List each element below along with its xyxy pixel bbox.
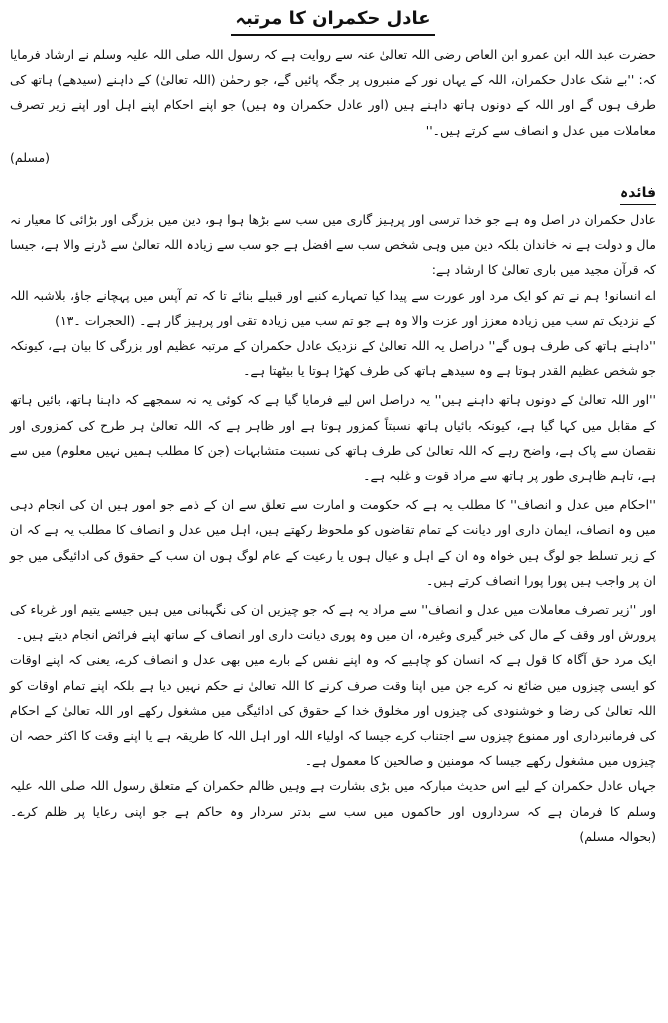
hadith-text: حضرت عبد اللہ ابن عمرو ابن العاص رضی اللہ تعالیٰ عنہ سے روایت ہے کہ رسول اللہ صلی اللہ علیہ وسلم نے ارشاد فرمایا کہ: ''بے شک عادل حکمران، اللہ کے یہاں نور کے منبروں پر جگہ پائیں گے، جو رحمٰن (اللہ تعالیٰ) کے داہنے (سیدھے) ہاتھ کی طرف ہوں گے اور اللہ کے دونوں ہاتھ داہنے ہیں (اور عادل حکمران وہ ہیں) جو اپنے احکام اپنے اہل اور اپنے زیر تصرف معاملات میں عدل و انصاف سے کرتے ہیں۔'' xyxy=(10,47,656,138)
title-container xyxy=(10,4,656,42)
hadith-reference: (مسلم) xyxy=(10,149,51,165)
paragraph-8-text: جہاں عادل حکمران کے لیے اس حدیث مبارکہ میں بڑی بشارت ہے وہیں ظالم حکمران کے متعلق رسول اللہ صلی اللہ علیہ وسلم کا فرمان ہے کہ سرداروں اور حاکموں میں سب سے بدتر سردار وہ حاکم ہے جو اپنی رعایا پر ظلم کرے۔ xyxy=(10,778,656,819)
paragraph-1: عادل حکمران در اصل وہ ہے جو خدا ترسی اور پرہیز گاری میں سب سے بڑھا ہوا ہو، دین میں بزرگی اور بڑائی کا معیار نہ مال و دولت ہے نہ خاندان بلکہ دین میں وہی شخص سب سے افضل ہے جو سب سے زیادہ اللہ تعالیٰ سے ڈرنے والا ہے، جیسا کہ قرآن مجید میں باری تعالیٰ کا ارشاد ہے: xyxy=(10,212,656,278)
faida-heading-container xyxy=(10,178,656,207)
quran-verse-text: اے انسانو! ہم نے تم کو ایک مرد اور عورت سے پیدا کیا تمہارے کنبے اور قبیلے بنائے تا کہ تم آپس میں پہچانے جاؤ، بلاشبہ اللہ کے نزدیک تم سب میں زیادہ معزز اور عزت والا وہ ہے جو تم سب میں زیادہ تقی اور پرہیز گار ہے۔ xyxy=(10,287,656,328)
paragraph-5: ''احکام میں عدل و انصاف'' کا مطلب یہ ہے کہ حکومت و امارت سے تعلق سے ان کے ذمے جو امور ہیں ان کی انجام دہی میں وہ انصاف، ایمان داری اور دیانت کے تمام تقاضوں کو ملحوظ رکھتے ہیں، اہل میں عدل و انصاف کا مطلب یہ ہے کہ ان کے زیر تسلط جو لوگ ہیں خواہ وہ ان کے اہل و عیال ہوں یا رعیت کے عام لوگ ہوں ان سب کے حقوق کی ادائیگی میں جو ان پر واجب ہیں پورا پورا انصاف کرتے ہیں۔ xyxy=(10,497,656,588)
paragraph-2 xyxy=(10,283,656,333)
paragraph-8-reference: (بحوالہ مسلم) xyxy=(579,828,656,844)
paragraph-7: ایک مرد حق آگاہ کا قول ہے کہ انسان کو چاہیے کہ وہ اپنے نفس کے بارے میں بھی عدل و انصاف کرے، یعنی کہ اپنے اوقات کو ایسی چیزوں میں ضائع نہ کرے جن میں اپنا وقت صرف کرنے کا اللہ تعالیٰ نے حکم نہیں دیا ہے بلکہ اپنے تمام اوقات کو اللہ تعالیٰ کی رضا و خوشنودی کی چیزوں اور مخلوق خدا کے حقوق کی ادائیگی میں مشغول رکھے اور اللہ تعالیٰ کے احکام کی فرمانبرداری اور ممنوع چیزوں سے اجتناب کرے جیسا کہ اولیاء اللہ اور اہل اللہ کا طریقہ ہے یا اپنے وقت کا اکثر حصہ ان چیزوں میں مشغول رکھے جیسا کہ مومنین و صالحین کا معمول ہے۔ xyxy=(10,652,656,769)
faida-heading: فائدہ xyxy=(620,182,656,205)
quran-reference: (الحجرات ۔۱۳) xyxy=(55,312,136,328)
paragraph-3: ''داہنے ہاتھ کی طرف ہوں گے'' دراصل یہ اللہ تعالیٰ کے نزدیک عادل حکمران کے مرتبہ عظیم اور بزرگی کا بیان ہے، کیونکہ جو شخص عظیم القدر ہوتا ہے وہ سیدھے ہاتھ کی طرف کھڑا ہوتا یا بیٹھتا ہے۔ xyxy=(10,338,656,379)
paragraph-6: اور ''زیر تصرف معاملات میں عدل و انصاف'' سے مراد یہ ہے کہ جو چیزیں ان کی نگہبانی میں ہیں جیسے یتیم اور غرباء کی پرورش اور وقف کے مال کی خبر گیری وغیرہ، ان میں وہ پوری دیانت داری اور انصاف کے ساتھ اپنے فرائض انجام دیتے ہیں۔ xyxy=(10,602,656,643)
paragraph-8 xyxy=(10,773,656,849)
paragraph-4: ''اور اللہ تعالیٰ کے دونوں ہاتھ داہنے ہیں'' یہ دراصل اس لیے فرمایا گیا ہے کہ کوئی یہ نہ سمجھے کہ داہنا ہاتھ، بائیں ہاتھ کے مقابل میں کہا گیا ہے، کیونکہ بائیاں ہاتھ نسبتاً کمزور ہوتا ہے اور ظاہر ہے کہ اللہ تعالیٰ ہر طرح کی کمزوری اور نقصان سے پاک ہے، واضح رہے کہ اللہ تعالیٰ کی طرف ہاتھ کی نسبت متشابہات (جن کا مطلب ہمیں نہیں معلوم) میں سے ہے، تاہم ظاہری طور پر ہاتھ سے مراد قوت و غلبہ ہے۔ xyxy=(10,392,656,484)
page-title: عادل حکمران کا مرتبہ xyxy=(231,4,434,36)
